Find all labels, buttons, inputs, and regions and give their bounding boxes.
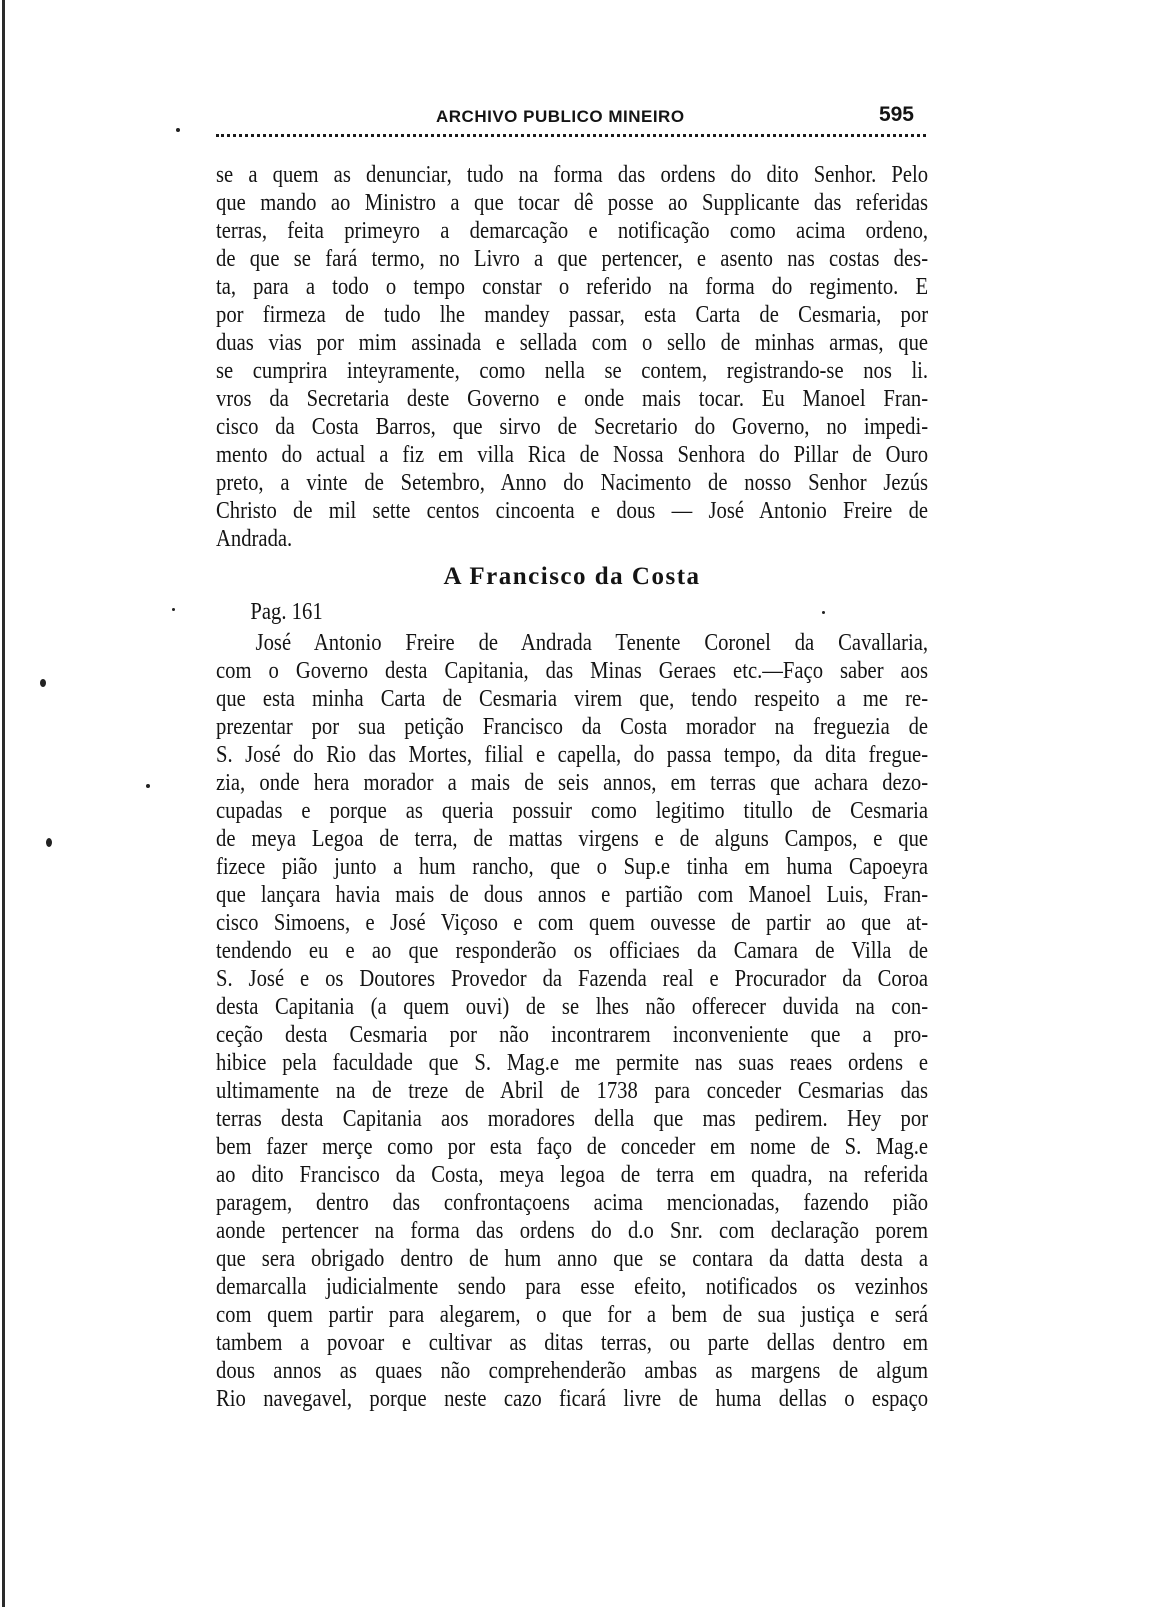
text-line: bem fazer merçe como por esta faço de conceder em nome de S. Mag.e [216,1134,929,1160]
text-line: por firmeza de tudo lhe mandey passar, esta Carta de Cesmaria, por [216,302,929,328]
page-number: 595 [878,103,914,126]
text-line: ta, para a todo o tempo constar o referido na forma do regimento. E [216,274,929,300]
text-line: dous annos as quaes não comprehenderão ambas as margens de algum [216,1358,929,1384]
text-line: Christo de mil sette centos cincoenta e dous — José Antonio Freire de [216,498,929,524]
text-line: fizece pião junto a hum rancho, que o Sup.e tinha em huma Capoeyra [216,854,929,880]
text-line: Rio navegavel, porque neste cazo ficará livre de huma dellas o espaço [216,1386,929,1412]
page-body [216,161,928,1413]
text-line: ultimamente na de treze de Abril de 1738 para conceder Cesmarias das [216,1078,929,1104]
text-line: preto, a vinte de Setembro, Anno do Nacimento de nosso Senhor Jezús [216,470,929,496]
text-line: aonde pertencer na forma das ordens do d.o Snr. com declaração porem [216,1218,929,1244]
page-edge-rule [2,0,5,1607]
scan-speck [146,784,150,788]
text-line: tendendo eu e ao que responderão os officiaes da Camara de Villa de [216,938,929,964]
header-dotted-rule [216,134,926,137]
text-line: José Antonio Freire de Andrada Tenente Coronel da Cavallaria, [255,630,929,656]
paragraph-letter [216,629,928,1413]
running-title: ARCHIVO PUBLICO MINEIRO [436,107,685,126]
text-line: cisco Simoens, e José Viçoso e com quem ouvesse de partir ao que at- [216,910,929,936]
text-line: que mando ao Ministro a que tocar dê posse ao Supplicante das referidas [216,190,929,216]
text-line: tambem a povoar e cultivar as ditas terras, ou parte dellas dentro em [216,1330,929,1356]
text-line: se a quem as denunciar, tudo na forma das ordens do dito Senhor. Pelo [216,162,929,188]
text-line: que lançara havia mais de dous annos e partião com Manoel Luis, Fran- [216,882,929,908]
text-line: com quem partir para alegarem, o que for a bem de sua justiça e será [216,1302,929,1328]
text-line: demarcalla judicialmente sendo para esse efeito, notificados os vezinhos [216,1274,929,1300]
text-line: mento do actual a fiz em villa Rica de Nossa Senhora do Pillar de Ouro [216,442,929,468]
page-reference: Pag. 161 [250,599,323,625]
text-line: que sera obrigado dentro de hum anno que se contara da datta desta a [216,1246,929,1272]
scan-speck [172,608,175,611]
page-header [216,103,926,137]
text-line: zia, onde hera morador a mais de seis annos, em terras que achara dezo- [216,770,929,796]
text-line: ceção desta Cesmaria por não incontrarem inconveniente que a pro- [216,1022,929,1048]
text-line: terras desta Capitania aos moradores della que mas pedirem. Hey por [216,1106,929,1132]
text-line: de que se fará termo, no Livro a que pertencer, e asento nas costas des- [216,246,929,272]
text-line: ao dito Francisco da Costa, meya legoa de terra em quadra, na referida [216,1162,929,1188]
scan-speck [822,611,825,614]
text-line: que esta minha Carta de Cesmaria virem que, tendo respeito a me re- [216,686,929,712]
text-line: hibice pela faculdade que S. Mag.e me permite nas suas reaes ordens e [216,1050,929,1076]
text-line: cisco da Costa Barros, que sirvo de Secretario do Governo, no impedi- [216,414,929,440]
text-line: duas vias por mim assinada e sellada com o sello de minhas armas, que [216,330,929,356]
text-line: Andrada. [216,526,293,552]
scan-speck [46,838,52,847]
text-line: terras, feita primeyro a demarcação e notificação como acima ordeno, [216,218,929,244]
text-line: cupadas e porque as queria possuir como legitimo titullo de Cesmaria [216,798,929,824]
text-line: prezentar por sua petição Francisco da Costa morador na freguezia de [216,714,929,740]
text-line: com o Governo desta Capitania, das Minas Geraes etc.—Faço saber aos [216,658,929,684]
section-title: A Francisco da Costa [443,563,701,590]
text-line: vros da Secretaria deste Governo e onde mais tocar. Eu Manoel Fran- [216,386,929,412]
text-line: de meya Legoa de terra, de mattas virgens e de alguns Campos, e que [216,826,929,852]
text-line: se cumprira inteyramente, como nella se contem, registrando-se nos li. [216,358,929,384]
paragraph-continuation [216,161,928,553]
scan-speck [40,679,46,687]
text-line: S. José e os Doutores Provedor da Fazenda real e Procurador da Coroa [216,966,929,992]
scan-speck [176,128,180,132]
text-line: S. José do Rio das Mortes, filial e capella, do passa tempo, da dita fregue- [216,742,929,768]
text-line: paragem, dentro das confrontaçoens acima mencionadas, fazendo pião [216,1190,929,1216]
text-line: desta Capitania (a quem ouvi) de se lhes não offerecer duvida na con- [216,994,929,1020]
